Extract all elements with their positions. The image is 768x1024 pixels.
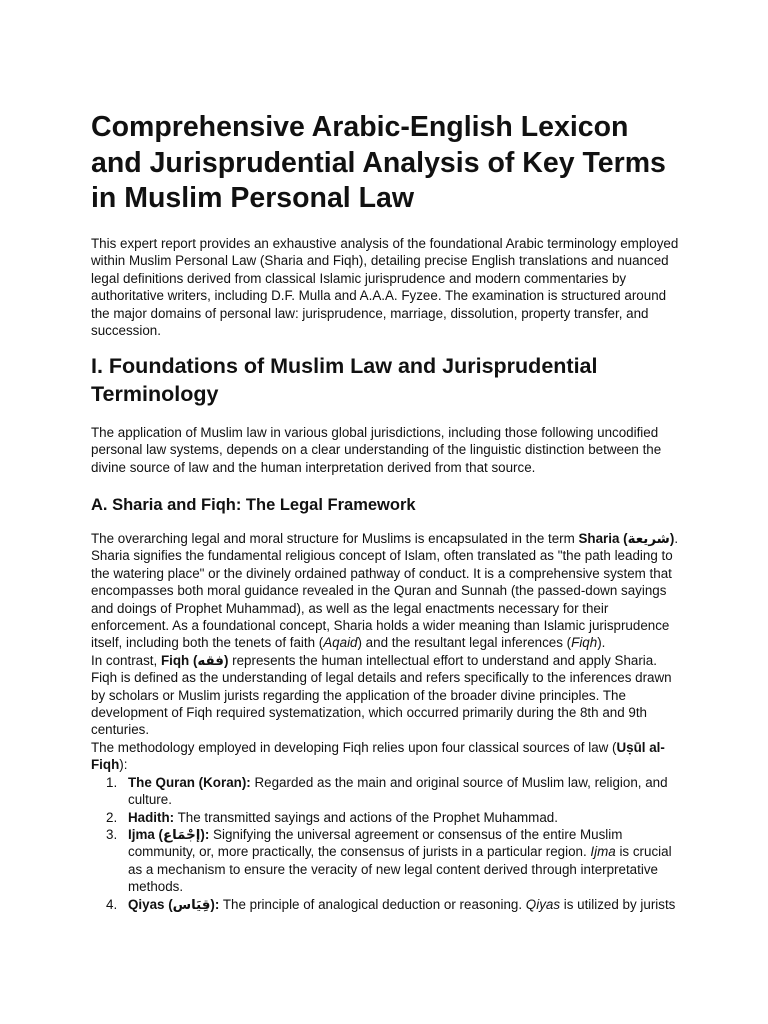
source-text: The transmitted sayings and actions of the Prophet Muhammad. xyxy=(174,809,558,825)
subsection-heading-sharia-fiqh: A. Sharia and Fiqh: The Legal Framework xyxy=(91,496,416,514)
section-paragraph: The application of Muslim law in various global jurisdictions, including those following uncodified personal law systems, depends on a clear understanding of the linguistic distinction between the divine source of law and the human interpretation derived from that source. xyxy=(91,425,662,475)
text-run: The overarching legal and moral structure for Muslims is encapsulated in the term xyxy=(91,531,579,546)
text-run: ). xyxy=(597,635,606,651)
list-item xyxy=(91,826,681,896)
text-run: ): xyxy=(119,757,128,773)
list-number: 3. xyxy=(106,826,118,842)
subsection-body xyxy=(91,530,681,913)
intro-paragraph: This expert report provides an exhaustive analysis of the foundational Arabic terminology employed within Muslim Personal Law (Sharia and Fiqh), detailing precise English translations and nuanced legal definitions derived from classical Islamic jurisprudence and modern commentaries by authoritative writers, including D.F. Mulla and A.A.A. Fyzee. The examination is structured around the major domains of personal law: jurisprudence, marriage, dissolution, property transfer, and succession. xyxy=(91,236,679,339)
term-aqaid: Aqaid xyxy=(323,635,358,651)
source-text: The principle of analogical deduction or reasoning. xyxy=(219,896,526,912)
source-text: Regarded as the main and original source of Muslim law, religion, and culture. xyxy=(128,774,668,808)
text-run: In contrast, xyxy=(91,652,161,668)
source-italic-term: Ijma xyxy=(590,844,616,860)
term-usul-al-fiqh: Uṣūl al-Fiqh xyxy=(91,739,665,773)
text-run: The methodology employed in developing Fiqh relies upon four classical sources of law ( xyxy=(91,739,617,755)
term-fiqh: Fiqh (فقه) xyxy=(160,652,229,668)
term-fiqh-italic: Fiqh xyxy=(571,635,598,651)
list-number: 1. xyxy=(106,774,118,790)
list-number: 4. xyxy=(106,896,118,912)
source-text: is utilized by jurists xyxy=(560,896,676,912)
term-sharia: Sharia (شريعة) xyxy=(578,531,675,546)
source-term: Hadith: xyxy=(128,809,175,825)
text-run: ) and the resultant legal inferences ( xyxy=(357,635,572,651)
text-run: . Sharia signifies the fundamental religious concept of Islam, often translated as "the path leading to the watering place" or the divinely ordained pathway of conduct. It is a comprehensive system that encompasses both moral guidance revealed in the Quran and Sunnah (the passed-down sayings and doings of Prophet Muhammad), as well as the legal enactments necessary for their enforcement. As a foundational concept, Sharia holds a wider meaning than Islamic jurisprudence itself, including both the tenets of faith ( xyxy=(91,531,679,651)
source-term: The Quran (Koran): xyxy=(128,774,251,790)
text-run: represents the human intellectual effort to understand and apply Sharia. Fiqh is defined as the understanding of legal details and refers specifically to the inferences drawn by scholars or Muslim jurists regarding the application of the broader divine principles. The development of Fiqh required systematization, which occurred primarily during the 8th and 9th centuries. xyxy=(91,652,672,738)
list-item xyxy=(91,896,681,913)
source-italic-term: Qiyas xyxy=(525,896,561,912)
source-term: Qiyas (قِيَاس): xyxy=(128,896,220,912)
source-text: is crucial as a mechanism to ensure the veracity of new legal content derived through interpretative methods. xyxy=(128,844,672,895)
methodology-paragraph xyxy=(91,739,681,774)
list-item xyxy=(91,809,681,826)
sources-list xyxy=(91,774,681,913)
section-heading-foundations: I. Foundations of Muslim Law and Jurisprudential Terminology xyxy=(91,354,598,406)
source-term: Ijma (إجْمَاع): xyxy=(128,826,210,842)
document-title: Comprehensive Arabic-English Lexicon and Jurisprudential Analysis of Key Terms in Muslim Personal Law xyxy=(91,111,666,214)
fiqh-paragraph xyxy=(91,652,681,739)
source-text: Signifying the universal agreement or consensus of the entire Muslim community, or, more practically, the consensus of jurists in a particular region. xyxy=(128,826,623,860)
list-item xyxy=(91,774,681,809)
sharia-paragraph xyxy=(91,530,681,652)
list-number: 2. xyxy=(106,809,118,825)
